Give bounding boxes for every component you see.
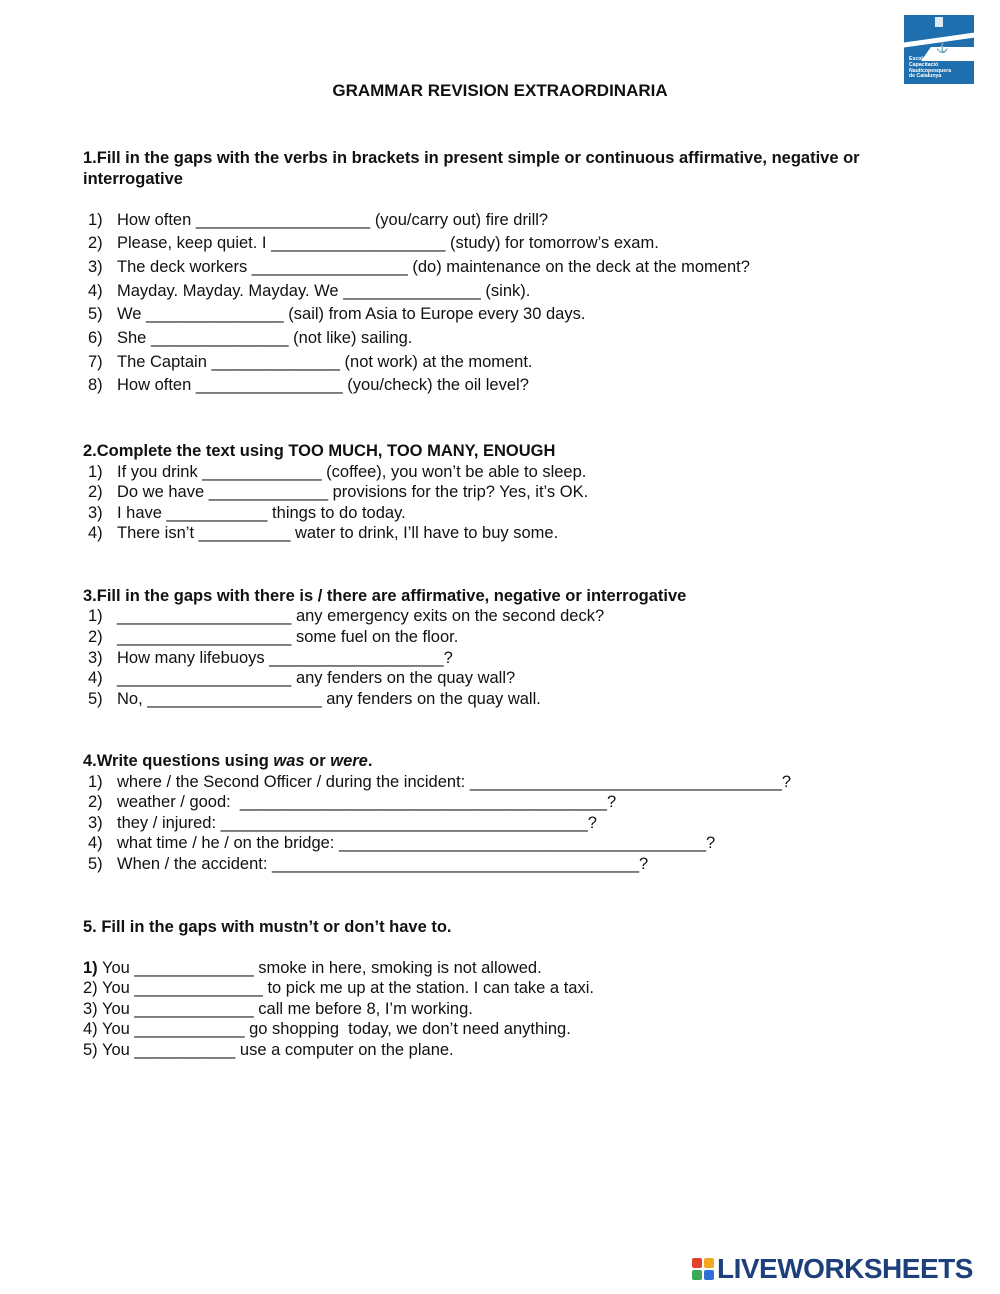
s3-item-1: 1) ___________________ any emergency exits on the second deck?: [88, 607, 605, 625]
s4-item-2: 2) weather / good: ________________________________________?: [88, 793, 617, 811]
s2-item-1: 1) If you drink _____________ (coffee), you won’t be able to sleep.: [88, 463, 587, 481]
s5-item-4: 4) You ____________ go shopping today, we don’t need anything.: [83, 1020, 571, 1038]
s1-item-4: 4) Mayday. Mayday. Mayday. We _______________ (sink).: [88, 282, 531, 300]
section-2-heading: 2.Complete the text using TOO MUCH, TOO MANY, ENOUGH: [83, 442, 556, 460]
s3-item-2: 2) ___________________ some fuel on the floor.: [88, 628, 459, 646]
page-title: GRAMMAR REVISION EXTRAORDINARIA: [332, 81, 668, 100]
s5-item-5: 5) You ___________ use a computer on the plane.: [83, 1041, 454, 1059]
s2-item-4: 4) There isn’t __________ water to drink, I’ll have to buy some.: [88, 524, 559, 542]
section-3-heading: 3.Fill in the gaps with there is / there are affirmative, negative or interrogative: [83, 587, 687, 605]
s1-item-8: 8) How often ________________ (you/check) the oil level?: [88, 376, 529, 394]
s3-item-3: 3) How many lifebuoys ___________________?: [88, 649, 453, 667]
section-1-heading: 1.Fill in the gaps with the verbs in brackets in present simple or continuous affirmative, negative or interrogative: [83, 149, 860, 188]
liveworksheets-icon: [692, 1258, 714, 1280]
liveworksheets-logo[interactable]: [692, 1254, 973, 1284]
brand-name: LIVEWORKSHEETS: [717, 1253, 973, 1284]
s4-item-1: 1) where / the Second Officer / during the incident: __________________________________?: [88, 773, 791, 791]
s1-item-3: 3) The deck workers _________________ (do) maintenance on the deck at the moment?: [88, 258, 750, 276]
s4-item-3: 3) they / injured: ________________________________________?: [88, 814, 597, 832]
s1-item-1: 1) How often ___________________ (you/carry out) fire drill?: [88, 211, 549, 229]
s1-item-5: 5) We _______________ (sail) from Asia to Europe every 30 days.: [88, 305, 586, 323]
s1-item-2: 2) Please, keep quiet. I ___________________ (study) for tomorrow’s exam.: [88, 234, 659, 252]
anchor-icon: ⚓: [936, 43, 949, 54]
s2-item-3: 3) I have ___________ things to do today.: [88, 504, 406, 522]
s3-item-5: 5) No, ___________________ any fenders on the quay wall.: [88, 690, 541, 708]
s5-item-2: 2) You ______________ to pick me up at the station. I can take a taxi.: [83, 979, 594, 997]
crest-icon: [935, 17, 943, 27]
s4-item-4: 4) what time / he / on the bridge: ________________________________________?: [88, 834, 716, 852]
section-5-heading: 5. Fill in the gaps with mustn’t or don’t have to.: [83, 918, 452, 936]
s4-item-5: 5) When / the accident: ________________________________________?: [88, 855, 649, 873]
section-4-heading: 4.Write questions using was or were.: [83, 752, 373, 770]
s1-item-6: 6) She _______________ (not like) sailing.: [88, 329, 413, 347]
s5-item-3: 3) You _____________ call me before 8, I’m working.: [83, 1000, 473, 1018]
school-logo: ⚓ Escola de Capacitació Nauticopesquera de Catalunya: [904, 15, 974, 84]
s1-item-7: 7) The Captain ______________ (not work) at the moment.: [88, 353, 533, 371]
s5-item-1: 1) You _____________ smoke in here, smoking is not allowed.: [83, 959, 542, 977]
s3-item-4: 4) ___________________ any fenders on the quay wall?: [88, 669, 516, 687]
s2-item-2: 2) Do we have _____________ provisions for the trip? Yes, it’s OK.: [88, 483, 589, 501]
